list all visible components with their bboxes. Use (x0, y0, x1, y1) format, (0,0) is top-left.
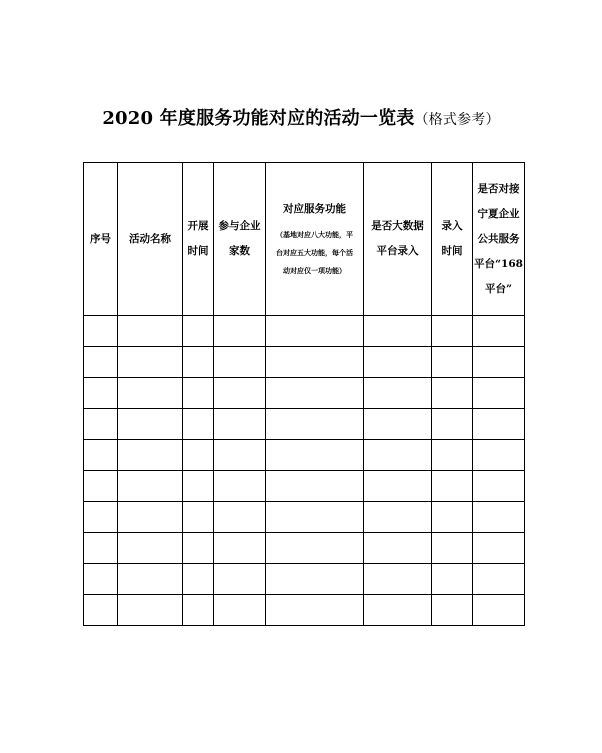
title-main: 2020 年度服务功能对应的活动一览表 (102, 108, 415, 129)
table-cell[interactable] (432, 595, 473, 626)
activity-table (83, 162, 525, 626)
table-cell[interactable] (266, 347, 364, 378)
table-cell[interactable] (214, 409, 266, 440)
table-cell[interactable] (183, 347, 214, 378)
table-cell[interactable] (473, 440, 525, 471)
table-cell[interactable] (266, 378, 364, 409)
table-row (84, 440, 525, 471)
table-cell[interactable] (84, 316, 118, 347)
table-row (84, 316, 525, 347)
table-row (84, 564, 525, 595)
table-cell[interactable] (432, 533, 473, 564)
header-platform-line-5: 平台” (484, 282, 513, 295)
table-cell[interactable] (118, 471, 183, 502)
header-entry-time (432, 163, 473, 316)
table-cell[interactable] (183, 564, 214, 595)
header-start-time-line-1: 开展 (187, 220, 209, 232)
table-cell[interactable] (183, 440, 214, 471)
table-cell[interactable] (84, 409, 118, 440)
header-service-function-note-2: 台对应五大功能，每个活 (276, 248, 353, 257)
table-cell[interactable] (214, 378, 266, 409)
table-cell[interactable] (266, 316, 364, 347)
table-cell[interactable] (118, 347, 183, 378)
table-cell[interactable] (364, 440, 432, 471)
table-cell[interactable] (84, 471, 118, 502)
table-cell[interactable] (84, 533, 118, 564)
header-entry-time-line-1: 录入 (441, 220, 463, 232)
table-cell[interactable] (432, 440, 473, 471)
table-cell[interactable] (432, 316, 473, 347)
table-cell[interactable] (364, 595, 432, 626)
table-cell[interactable] (84, 347, 118, 378)
table-cell[interactable] (266, 471, 364, 502)
table-cell[interactable] (432, 502, 473, 533)
table-row (84, 595, 525, 626)
header-participants (214, 163, 266, 316)
table-cell[interactable] (473, 595, 525, 626)
table-cell[interactable] (432, 378, 473, 409)
table-cell[interactable] (473, 564, 525, 595)
table-cell[interactable] (118, 409, 183, 440)
header-service-function-note-1: （基地对应八大功能，平 (276, 230, 353, 239)
table-cell[interactable] (364, 533, 432, 564)
table-cell[interactable] (473, 378, 525, 409)
table-cell[interactable] (118, 502, 183, 533)
table-cell[interactable] (364, 564, 432, 595)
table-cell[interactable] (84, 440, 118, 471)
table-cell[interactable] (84, 502, 118, 533)
table-cell[interactable] (118, 595, 183, 626)
header-start-time (183, 163, 214, 316)
table-cell[interactable] (364, 316, 432, 347)
table-cell[interactable] (183, 378, 214, 409)
table-cell[interactable] (214, 440, 266, 471)
header-activity-name: 活动名称 (118, 163, 183, 316)
table-cell[interactable] (364, 502, 432, 533)
table-cell[interactable] (473, 316, 525, 347)
table-cell[interactable] (266, 440, 364, 471)
table-row (84, 533, 525, 564)
table-cell[interactable] (214, 502, 266, 533)
table-header-row (84, 163, 525, 316)
table-cell[interactable] (473, 471, 525, 502)
header-big-data-line-2: 平台录入 (376, 245, 419, 257)
table-cell[interactable] (473, 409, 525, 440)
table-cell[interactable] (214, 471, 266, 502)
table-cell[interactable] (266, 564, 364, 595)
header-index: 序号 (84, 163, 118, 316)
table-cell[interactable] (432, 564, 473, 595)
header-participants-line-1: 参与企业 (218, 220, 261, 232)
table-cell[interactable] (364, 347, 432, 378)
header-start-time-line-2: 时间 (187, 245, 209, 257)
table-cell[interactable] (84, 378, 118, 409)
header-platform-168 (473, 163, 525, 316)
header-service-function-note-3: 动对应仅一项功能） (283, 266, 346, 275)
table-cell[interactable] (214, 533, 266, 564)
table-cell[interactable] (214, 347, 266, 378)
header-service-function (266, 163, 364, 316)
title-sub: （格式参考） (414, 112, 500, 128)
table-cell[interactable] (183, 595, 214, 626)
header-participants-line-2: 家数 (229, 245, 250, 257)
header-big-data-line-1: 是否大数据 (371, 220, 424, 232)
header-platform-line-2: 宁夏企业 (477, 207, 520, 220)
table-cell[interactable] (183, 316, 214, 347)
table-cell[interactable] (118, 533, 183, 564)
table-row (84, 378, 525, 409)
table-row (84, 347, 525, 378)
table-cell[interactable] (214, 595, 266, 626)
table-cell[interactable] (432, 471, 473, 502)
header-service-function-main: 对应服务功能 (283, 203, 346, 215)
table-cell[interactable] (432, 409, 473, 440)
table-cell[interactable] (266, 595, 364, 626)
table-cell[interactable] (473, 533, 525, 564)
table-cell[interactable] (473, 502, 525, 533)
table-cell[interactable] (364, 471, 432, 502)
table-cell[interactable] (266, 502, 364, 533)
table-cell[interactable] (84, 595, 118, 626)
table-row (84, 471, 525, 502)
table-cell[interactable] (364, 378, 432, 409)
table-cell[interactable] (84, 564, 118, 595)
table-body (84, 316, 525, 626)
table-row (84, 502, 525, 533)
header-platform-line-3: 公共服务 (477, 232, 520, 245)
table-cell[interactable] (118, 378, 183, 409)
table-cell[interactable] (266, 409, 364, 440)
table-row (84, 409, 525, 440)
header-platform-line-4: 平台“168 (474, 257, 523, 270)
table-cell[interactable] (183, 409, 214, 440)
table-cell[interactable] (266, 533, 364, 564)
table-cell[interactable] (183, 471, 214, 502)
table-cell[interactable] (118, 440, 183, 471)
table-cell[interactable] (118, 316, 183, 347)
table-cell[interactable] (473, 347, 525, 378)
table-cell[interactable] (364, 409, 432, 440)
table-cell[interactable] (214, 564, 266, 595)
table-cell[interactable] (183, 502, 214, 533)
table-cell[interactable] (432, 347, 473, 378)
header-big-data-entry (364, 163, 432, 316)
table-cell[interactable] (118, 564, 183, 595)
header-entry-time-line-2: 时间 (441, 245, 463, 257)
table-cell[interactable] (214, 316, 266, 347)
page-title (0, 104, 602, 130)
header-platform-line-1: 是否对接 (477, 182, 520, 195)
table-cell[interactable] (183, 533, 214, 564)
